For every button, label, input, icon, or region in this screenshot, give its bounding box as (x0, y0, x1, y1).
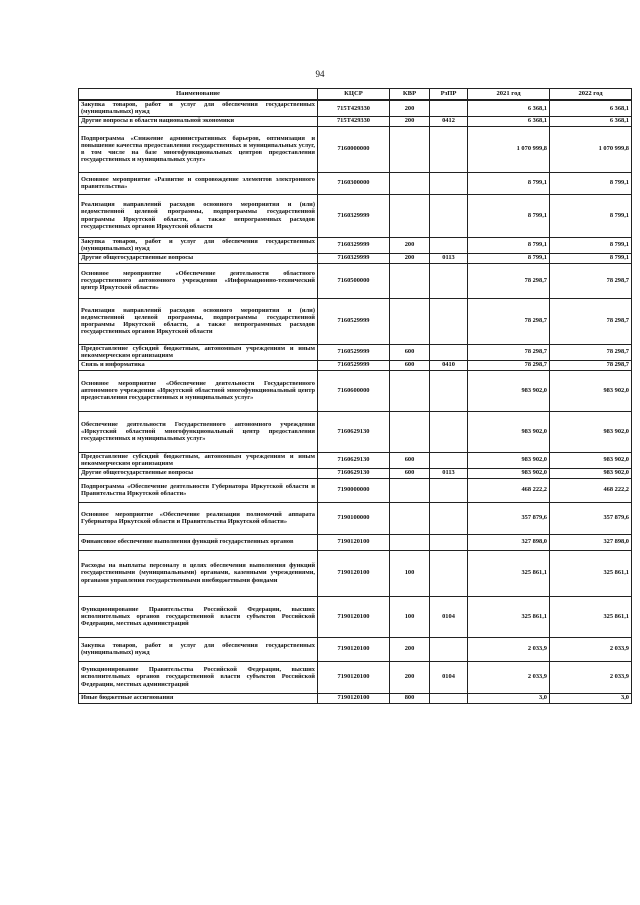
row-amount-2021: 325 861,1 (468, 596, 550, 637)
row-kvr: 200 (390, 253, 430, 263)
row-amount-2022: 8 799,1 (550, 237, 632, 253)
row-amount-2021: 2 033,9 (468, 637, 550, 661)
row-amount-2022: 983 902,0 (550, 452, 632, 468)
table-row (79, 253, 632, 263)
row-name: Закупка товаров, работ и услуг для обеспечения государственных (муниципальных) нужд (79, 637, 318, 661)
row-rzpr (430, 411, 468, 452)
row-rzpr (430, 478, 468, 502)
row-kvr: 600 (390, 344, 430, 360)
row-kcsr: 7160329999 (318, 194, 390, 237)
row-amount-2022: 325 861,1 (550, 550, 632, 596)
row-rzpr (430, 344, 468, 360)
row-kvr (390, 370, 430, 411)
row-name: Подпрограмма «Снижение административных барьеров, оптимизация и повышение качества предоставления государственных и муниципальных услуг, в том числе на базе многофункциональных центров предоставления государственных и муниципальных услуг» (79, 126, 318, 172)
row-rzpr: 0113 (430, 253, 468, 263)
row-rzpr (430, 172, 468, 194)
row-amount-2021: 6 368,1 (468, 100, 550, 116)
header-year-2022: 2022 год (550, 89, 632, 101)
row-rzpr (430, 693, 468, 703)
row-kcsr: 715Т429330 (318, 116, 390, 126)
row-amount-2022: 78 298,7 (550, 344, 632, 360)
table-header-row (79, 89, 632, 101)
table-row (79, 693, 632, 703)
row-kcsr: 7160629130 (318, 411, 390, 452)
row-rzpr (430, 637, 468, 661)
row-name: Предоставление субсидий бюджетным, автономным учреждениям и иным некоммерческим организациям (79, 452, 318, 468)
row-name: Иные бюджетные ассигнования (79, 693, 318, 703)
table-row (79, 550, 632, 596)
table-row (79, 172, 632, 194)
row-amount-2021: 8 799,1 (468, 237, 550, 253)
row-rzpr: 0113 (430, 468, 468, 478)
table-row (79, 263, 632, 298)
table-row (79, 116, 632, 126)
row-name: Связь и информатика (79, 360, 318, 370)
row-amount-2021: 78 298,7 (468, 298, 550, 344)
row-kcsr: 7160600000 (318, 370, 390, 411)
row-amount-2022: 6 368,1 (550, 116, 632, 126)
row-amount-2022: 325 861,1 (550, 596, 632, 637)
row-amount-2022: 8 799,1 (550, 253, 632, 263)
row-amount-2021: 983 902,0 (468, 468, 550, 478)
row-amount-2022: 983 902,0 (550, 411, 632, 452)
row-amount-2022: 78 298,7 (550, 298, 632, 344)
table-row (79, 637, 632, 661)
row-name: Подпрограмма «Обеспечение деятельности Губернатора Иркутской области и Правительства Иркутской области» (79, 478, 318, 502)
table-row (79, 194, 632, 237)
page-number: 94 (315, 69, 325, 79)
row-amount-2021: 468 222,2 (468, 478, 550, 502)
row-kcsr: 7190120100 (318, 693, 390, 703)
row-kcsr: 7160329999 (318, 253, 390, 263)
row-name: Другие вопросы в области национальной экономики (79, 116, 318, 126)
table-row (79, 661, 632, 693)
row-amount-2021: 1 070 999,8 (468, 126, 550, 172)
row-name: Другие общегосударственные вопросы (79, 468, 318, 478)
row-amount-2021: 78 298,7 (468, 344, 550, 360)
row-amount-2021: 8 799,1 (468, 253, 550, 263)
row-name: Основное мероприятие «Развитие и сопровождение элементов электронного правительства» (79, 172, 318, 194)
row-name: Закупка товаров, работ и услуг для обеспечения государственных (муниципальных) нужд (79, 237, 318, 253)
row-name: Основное мероприятие «Обеспечение деятельности областного государственного автономного учреждения «Информационно-технический центр Иркутской области» (79, 263, 318, 298)
row-amount-2021: 325 861,1 (468, 550, 550, 596)
row-kvr (390, 478, 430, 502)
row-rzpr (430, 237, 468, 253)
table-row (79, 237, 632, 253)
table-row (79, 370, 632, 411)
row-kvr: 200 (390, 100, 430, 116)
row-amount-2021: 78 298,7 (468, 360, 550, 370)
row-kcsr: 7160529999 (318, 360, 390, 370)
row-kcsr: 7190120100 (318, 661, 390, 693)
row-rzpr (430, 126, 468, 172)
row-kcsr: 7190120100 (318, 637, 390, 661)
row-kvr (390, 502, 430, 534)
header-kcsr: КЦСР (318, 89, 390, 101)
row-rzpr (430, 370, 468, 411)
row-kcsr: 7160300000 (318, 172, 390, 194)
row-rzpr (430, 452, 468, 468)
row-kvr: 100 (390, 596, 430, 637)
table-row (79, 478, 632, 502)
row-rzpr: 0104 (430, 596, 468, 637)
row-kcsr: 7190000000 (318, 478, 390, 502)
table-row (79, 298, 632, 344)
row-amount-2021: 6 368,1 (468, 116, 550, 126)
row-amount-2022: 327 898,0 (550, 534, 632, 550)
table-row (79, 344, 632, 360)
row-amount-2021: 3,0 (468, 693, 550, 703)
row-name: Реализация направлений расходов основного мероприятия и (или) ведомственной целевой программы, подпрограммы государственной программы Иркутской области, а также непрограммных расходов государственных органов Иркутской области (79, 298, 318, 344)
row-name: Предоставление субсидий бюджетным, автономным учреждениям и иным некоммерческим организациям (79, 344, 318, 360)
row-amount-2022: 468 222,2 (550, 478, 632, 502)
row-kvr: 600 (390, 468, 430, 478)
row-kvr: 200 (390, 116, 430, 126)
row-kcsr: 715Т429330 (318, 100, 390, 116)
header-kvr: КВР (390, 89, 430, 101)
table-row (79, 360, 632, 370)
header-rzpr: РзПР (430, 89, 468, 101)
row-kcsr: 7160629130 (318, 452, 390, 468)
row-amount-2022: 3,0 (550, 693, 632, 703)
row-name: Основное мероприятие «Обеспечение реализации полномочий аппарата Губернатора Иркутской области и Правительства Иркутской области» (79, 502, 318, 534)
row-amount-2022: 8 799,1 (550, 172, 632, 194)
row-amount-2021: 327 898,0 (468, 534, 550, 550)
row-kvr (390, 172, 430, 194)
row-kcsr: 7160629130 (318, 468, 390, 478)
row-amount-2022: 983 902,0 (550, 468, 632, 478)
table-row (79, 468, 632, 478)
row-kvr: 200 (390, 637, 430, 661)
row-kvr: 200 (390, 237, 430, 253)
row-name: Другие общегосударственные вопросы (79, 253, 318, 263)
row-rzpr (430, 194, 468, 237)
row-amount-2022: 1 070 999,8 (550, 126, 632, 172)
table-row (79, 100, 632, 116)
row-amount-2021: 983 902,0 (468, 370, 550, 411)
table-row (79, 126, 632, 172)
row-rzpr (430, 263, 468, 298)
row-amount-2022: 6 368,1 (550, 100, 632, 116)
row-kvr (390, 263, 430, 298)
row-amount-2021: 8 799,1 (468, 194, 550, 237)
row-rzpr (430, 534, 468, 550)
row-kcsr: 7160500000 (318, 263, 390, 298)
row-amount-2021: 983 902,0 (468, 452, 550, 468)
row-kvr (390, 534, 430, 550)
row-kvr (390, 194, 430, 237)
row-name: Основное мероприятие «Обеспечение деятельности Государственного автономного учреждения «Иркутский областной многофункциональный центр предоставления государственных и муниципальных услуг» (79, 370, 318, 411)
row-name: Обеспечение деятельности Государственного автономного учреждения «Иркутский областной многофункциональный центр предоставления государственных и муниципальных услуг» (79, 411, 318, 452)
row-amount-2021: 8 799,1 (468, 172, 550, 194)
row-amount-2022: 983 902,0 (550, 370, 632, 411)
row-rzpr: 0410 (430, 360, 468, 370)
row-kvr: 600 (390, 360, 430, 370)
row-kvr (390, 411, 430, 452)
row-kcsr: 7160329999 (318, 237, 390, 253)
row-kvr (390, 298, 430, 344)
row-kvr (390, 126, 430, 172)
row-rzpr (430, 100, 468, 116)
row-name: Функционирование Правительства Российской Федерации, высших исполнительных органов государственной власти субъектов Российской Федерации, местных администраций (79, 661, 318, 693)
row-name: Закупка товаров, работ и услуг для обеспечения государственных (муниципальных) нужд (79, 100, 318, 116)
row-rzpr: 0104 (430, 661, 468, 693)
row-name: Функционирование Правительства Российской Федерации, высших исполнительных органов государственной власти субъектов Российской Федерации, местных администраций (79, 596, 318, 637)
row-kcsr: 7190120100 (318, 596, 390, 637)
row-kcsr: 7190100000 (318, 502, 390, 534)
row-amount-2021: 2 033,9 (468, 661, 550, 693)
table-row (79, 534, 632, 550)
row-kvr: 100 (390, 550, 430, 596)
row-amount-2021: 983 902,0 (468, 411, 550, 452)
table-row (79, 452, 632, 468)
header-year-2021: 2021 год (468, 89, 550, 101)
row-kcsr: 7190120100 (318, 550, 390, 596)
row-name: Расходы на выплаты персоналу в целях обеспечения выполнения функций государственными (муниципальными) органами, казенными учреждениями, органами управления государственными внебюджетными фондами (79, 550, 318, 596)
row-rzpr: 0412 (430, 116, 468, 126)
row-rzpr (430, 298, 468, 344)
row-amount-2021: 78 298,7 (468, 263, 550, 298)
row-amount-2022: 78 298,7 (550, 263, 632, 298)
row-kcsr: 7160529999 (318, 298, 390, 344)
row-kcsr: 7190120100 (318, 534, 390, 550)
table-row (79, 596, 632, 637)
table-row (79, 411, 632, 452)
row-amount-2022: 2 033,9 (550, 661, 632, 693)
budget-table (78, 88, 632, 704)
row-kvr: 200 (390, 661, 430, 693)
row-amount-2022: 8 799,1 (550, 194, 632, 237)
row-amount-2022: 78 298,7 (550, 360, 632, 370)
row-amount-2021: 357 879,6 (468, 502, 550, 534)
header-name: Наименование (79, 89, 318, 101)
row-amount-2022: 357 879,6 (550, 502, 632, 534)
row-kvr: 600 (390, 452, 430, 468)
row-kvr: 800 (390, 693, 430, 703)
row-rzpr (430, 550, 468, 596)
table-row (79, 502, 632, 534)
row-name: Реализация направлений расходов основного мероприятия и (или) ведомственной целевой программы, подпрограммы государственной программы Иркутской области, а также непрограммных расходов государственных органов Иркутской области (79, 194, 318, 237)
row-kcsr: 7160000000 (318, 126, 390, 172)
row-amount-2022: 2 033,9 (550, 637, 632, 661)
row-kcsr: 7160529999 (318, 344, 390, 360)
row-rzpr (430, 502, 468, 534)
table-body (79, 100, 632, 703)
row-name: Финансовое обеспечение выполнения функций государственных органов (79, 534, 318, 550)
